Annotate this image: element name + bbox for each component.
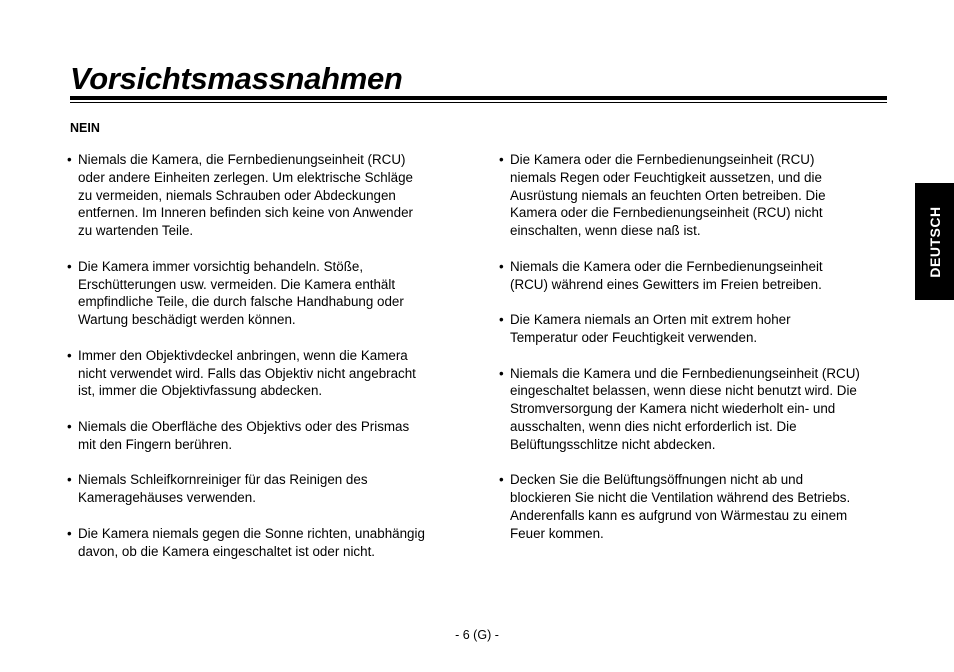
list-item xyxy=(499,311,894,347)
list-item xyxy=(499,365,894,454)
item-text-line: Decken Sie die Belüftungsöffnungen nicht ab und xyxy=(510,472,804,488)
item-text-line: eingeschaltet belassen, wenn diese nicht benutzt wird. Die xyxy=(510,383,857,399)
item-text-line: Niemals die Oberfläche des Objektivs oder des Prismas xyxy=(78,418,410,434)
list-item xyxy=(499,258,894,294)
bullet-icon: • xyxy=(67,472,72,488)
item-text-line: Ausrüstung niemals an feuchten Orten betreiben. Die xyxy=(510,187,826,203)
bullet-icon: • xyxy=(67,525,72,541)
item-text-line: ist, immer die Objektivfassung abdecken. xyxy=(78,383,323,399)
item-text-line: einschalten, wenn diese naß ist. xyxy=(510,223,701,239)
item-text-line: Anderenfalls kann es aufgrund von Wärmestau zu einem xyxy=(510,507,848,523)
title-rule-thin xyxy=(70,102,887,103)
item-text-line: ausschalten, wenn dies nicht erforderlich ist. Die xyxy=(510,418,797,434)
item-text-line: Die Kamera niemals gegen die Sonne richten, unabhängig xyxy=(78,525,425,541)
item-text-line: Feuer kommen. xyxy=(510,525,604,541)
item-text-line: zu wartenden Teile. xyxy=(78,223,194,239)
item-text-line: empfindliche Teile, die durch falsche Handhabung oder xyxy=(78,294,404,310)
language-tab-label: DEUTSCH xyxy=(926,205,943,278)
list-item xyxy=(499,151,894,240)
item-text-line: Kameragehäuses verwenden. xyxy=(78,490,256,506)
item-text-line: Stromversorgung der Kamera nicht wiederholt ein- und xyxy=(510,401,836,417)
item-text-line: mit den Fingern berühren. xyxy=(78,436,233,452)
list-item xyxy=(67,418,459,454)
section-heading: NEIN xyxy=(70,121,100,135)
list-item xyxy=(499,471,894,542)
item-text-line: Belüftungsschlitze nicht abdecken. xyxy=(510,436,716,452)
list-item xyxy=(67,471,459,507)
page-title: Vorsichtsmassnahmen xyxy=(70,61,403,96)
item-text-line: (RCU) während eines Gewitters im Freien betreiben. xyxy=(510,276,822,292)
list-item xyxy=(67,347,459,400)
item-text-line: Kamera oder die Fernbedienungseinheit (RCU) nicht xyxy=(510,205,823,221)
bullet-icon: • xyxy=(499,312,504,328)
item-text-line: niemals Regen oder Feuchtigkeit aussetzen, und die xyxy=(510,169,822,185)
item-text-line: nicht verwendet wird. Falls das Objektiv nicht angebracht xyxy=(78,365,416,381)
item-text-line: Immer den Objektivdeckel anbringen, wenn die Kamera xyxy=(78,347,408,363)
item-text-line: entfernen. Im Inneren befinden sich keine von Anwender xyxy=(78,205,413,221)
list-item xyxy=(67,525,459,561)
item-text-line: blockieren Sie nicht die Ventilation während des Betriebs. xyxy=(510,490,851,506)
item-text-line: Wartung beschädigt werden können. xyxy=(78,312,296,328)
item-text-line: Niemals die Kamera oder die Fernbedienungseinheit xyxy=(510,258,823,274)
item-text-line: davon, ob die Kamera eingeschaltet ist oder nicht. xyxy=(78,543,376,559)
item-text-line: Die Kamera immer vorsichtig behandeln. Stöße, xyxy=(78,258,364,274)
item-text-line: Erschütterungen usw. vermeiden. Die Kamera enthält xyxy=(78,276,396,292)
bullet-icon: • xyxy=(499,258,504,274)
item-text-line: Niemals Schleifkornreiniger für das Reinigen des xyxy=(78,472,368,488)
item-text-line: zu vermeiden, niemals Schrauben oder Abdeckungen xyxy=(78,187,396,203)
list-item xyxy=(67,151,459,240)
title-rule-thick xyxy=(70,96,887,100)
bullet-icon: • xyxy=(499,152,504,167)
item-text-line: Niemals die Kamera, die Fernbedienungseinheit (RCU) xyxy=(78,152,406,167)
bullet-icon: • xyxy=(67,347,72,363)
bullet-icon: • xyxy=(499,472,504,488)
item-text-line: oder andere Einheiten zerlegen. Um elektrische Schläge xyxy=(78,169,413,185)
item-text-line: Die Kamera oder die Fernbedienungseinheit (RCU) xyxy=(510,152,815,167)
language-tab xyxy=(915,183,954,300)
page-number: - 6 (G) - xyxy=(455,628,499,642)
bullet-icon: • xyxy=(499,365,504,381)
left-column xyxy=(67,151,459,578)
item-text-line: Niemals die Kamera und die Fernbedienungseinheit (RCU) xyxy=(510,365,860,381)
list-item xyxy=(67,258,459,329)
bullet-icon: • xyxy=(67,418,72,434)
bullet-icon: • xyxy=(67,152,72,167)
bullet-icon: • xyxy=(67,258,72,274)
right-column xyxy=(499,151,894,560)
item-text-line: Temperatur oder Feuchtigkeit verwenden. xyxy=(510,329,758,345)
item-text-line: Die Kamera niemals an Orten mit extrem hoher xyxy=(510,312,791,328)
